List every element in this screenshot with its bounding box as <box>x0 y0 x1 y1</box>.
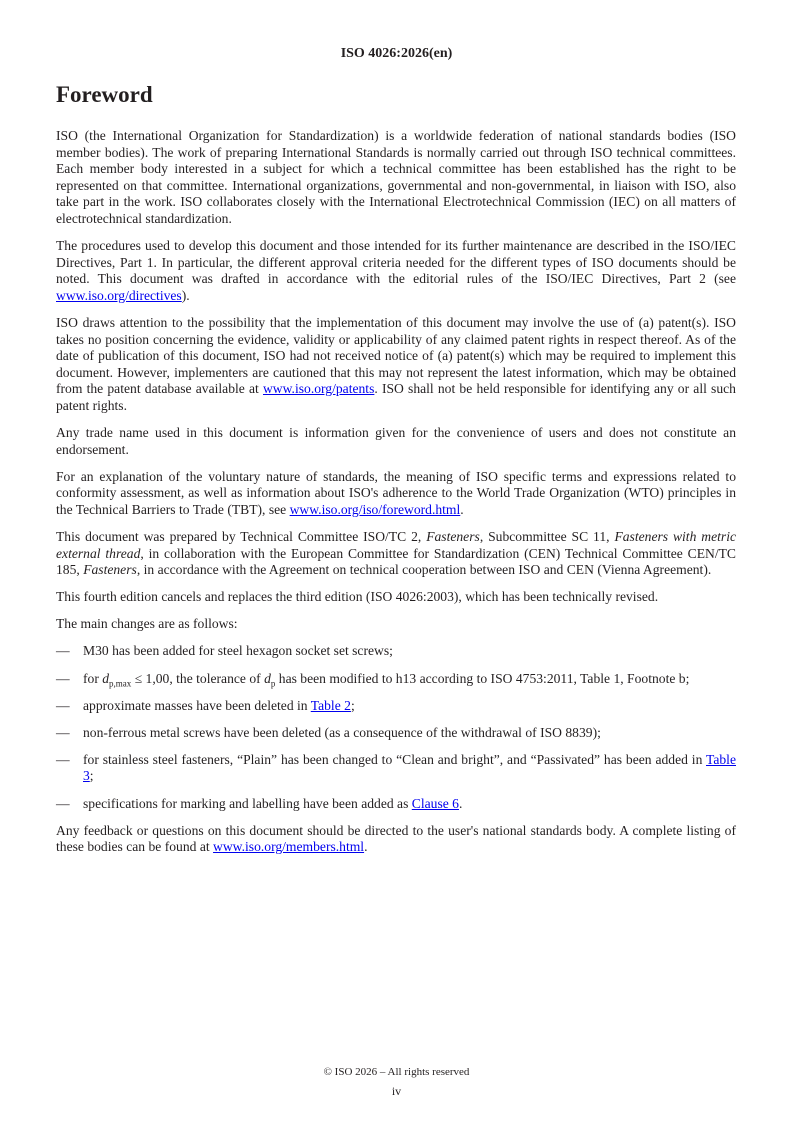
italic-text: d <box>264 670 271 686</box>
italic-text: d <box>102 670 110 686</box>
text-run: Any trade name used in this document is information given for the convenience of users and does not constitute an endorsement. <box>56 425 736 457</box>
list-item-text <box>83 643 736 660</box>
hyperlink[interactable]: Table 3 <box>83 751 736 784</box>
dash-bullet: — <box>56 795 70 811</box>
list-item-text <box>83 725 736 742</box>
paragraph <box>56 238 736 304</box>
changes-list <box>56 643 736 812</box>
text-run: . ISO shall not be held responsible for identifying any or all such patent rights. <box>56 381 736 413</box>
subscript: p,max <box>109 678 132 689</box>
paragraph <box>56 425 736 458</box>
italic-text: Fasteners with metric external thread <box>56 528 737 561</box>
italic-text: Fasteners <box>426 528 480 544</box>
text-run: specifications for marking and labelling have been added as <box>83 795 412 811</box>
text-run: . <box>458 795 463 811</box>
hyperlink[interactable]: www.iso.org/members.html <box>213 839 365 855</box>
text-run: ). <box>181 287 190 303</box>
text-run: This document was prepared by Technical Committee ISO/TC 2, <box>56 528 427 544</box>
italic-text: Fasteners <box>83 562 137 578</box>
text-run: The procedures used to develop this document and those intended for its further maintenance are described in the ISO/IEC Directives, Part 1. In particular, the different approval criteria needed for the different types of ISO documents should be noted. This document was drafted in accordance with the editorial rules of the ISO/IEC Directives, Part 2 (see <box>56 238 736 287</box>
text-run: , in accordance with the Agreement on technical cooperation between ISO and CEN (Vienna Agreement). <box>136 562 712 578</box>
list-item-text <box>83 698 736 715</box>
list-item <box>56 698 736 715</box>
text-run: , in collaboration with the European Committee for Standardization (CEN) Technical Committee CEN/TC 185, <box>56 545 736 578</box>
text-run: ISO (the International Organization for Standardization) is a worldwide federation of national standards bodies (ISO member bodies). The work of preparing International Standards is normally carried out through ISO technical committees. Each member body interested in a subject for which a technical committee has been established has the right to be represented on that committee. International organizations, governmental and non-governmental, in liaison with ISO, also take part in the work. ISO collaborates closely with the International Electrotechnical Commission (IEC) on all matters of electrotechnical standardization. <box>56 128 736 226</box>
paragraph <box>56 128 736 228</box>
dash-bullet: — <box>56 751 70 767</box>
paragraphs <box>56 128 736 633</box>
list-item <box>56 796 736 813</box>
subscript: p <box>270 678 276 689</box>
text-run: approximate masses have been deleted in <box>83 697 311 713</box>
text-run: ; <box>350 697 355 713</box>
text-run: for stainless steel fasteners, “Plain” has been changed to “Clean and bright”, and “Passivated” has been added in <box>83 751 706 767</box>
text-run: . <box>460 501 464 517</box>
page-number: iv <box>391 1084 402 1098</box>
paragraph <box>56 823 736 856</box>
paragraph <box>56 589 736 606</box>
text-run: ≤ 1,00, the tolerance of <box>131 670 265 686</box>
dash-bullet: — <box>56 643 70 659</box>
text-run: Any feedback or questions on this document should be directed to the user's national standards body. A complete listing of these bodies can be found at <box>56 822 736 855</box>
list-item-text <box>83 752 736 785</box>
text-run: ISO draws attention to the possibility that the implementation of this document may involve the use of (a) patent(s). ISO takes no position concerning the evidence, validity or applicability of any claimed patent rights in respect thereof. As of the date of publication of this document, ISO had not received notice of (a) patent(s) which may be required to implement this document. However, implementers are cautioned that this may not represent the latest information, which may be obtained from the patent database available at <box>56 314 736 397</box>
list-item <box>56 671 736 688</box>
dash-bullet: — <box>56 670 70 686</box>
closing-paragraphs <box>56 823 736 856</box>
paragraph <box>56 616 736 633</box>
list-item <box>56 725 736 742</box>
paragraph <box>56 469 736 519</box>
page-title: Foreword <box>56 82 153 107</box>
text-run: has been modified to h13 according to ISO 4753:2011, Table 1, Footnote b; <box>275 670 690 686</box>
dash-bullet: — <box>56 697 70 713</box>
list-item-text <box>83 671 736 688</box>
text-run: non-ferrous metal screws have been deleted (as a consequence of the withdrawal of ISO 8839); <box>83 724 601 740</box>
text-run: ; <box>89 768 94 784</box>
paragraph <box>56 529 736 579</box>
text-run: for <box>83 670 103 686</box>
hyperlink[interactable]: www.iso.org/directives <box>56 287 182 303</box>
text-run: M30 has been added for steel hexagon socket set screws; <box>83 643 393 659</box>
text-run: , Subcommittee SC 11, <box>479 528 615 544</box>
copyright-footer: © ISO 2026 – All rights reserved <box>323 1066 470 1078</box>
hyperlink[interactable]: www.iso.org/iso/foreword.html <box>289 501 461 517</box>
hyperlink[interactable]: www.iso.org/patents <box>262 381 375 397</box>
list-item-text <box>83 796 736 813</box>
foreword-body <box>56 128 736 866</box>
paragraph <box>56 315 736 415</box>
document-header: ISO 4026:2026(en) <box>340 46 453 61</box>
text-run: . <box>364 839 368 855</box>
text-run: For an explanation of the voluntary nature of standards, the meaning of ISO specific terms and expressions related to conformity assessment, as well as information about ISO's adherence to the World Trade Organization (WTO) principles in the Technical Barriers to Trade (TBT), see <box>56 468 736 517</box>
dash-bullet: — <box>56 724 70 740</box>
text-run: The main changes are as follows: <box>56 616 238 632</box>
hyperlink[interactable]: Table 2 <box>310 697 351 713</box>
list-item <box>56 643 736 660</box>
text-run: This fourth edition cancels and replaces the third edition (ISO 4026:2003), which has been technically revised. <box>56 589 659 605</box>
list-item <box>56 752 736 785</box>
hyperlink[interactable]: Clause 6 <box>411 795 459 811</box>
